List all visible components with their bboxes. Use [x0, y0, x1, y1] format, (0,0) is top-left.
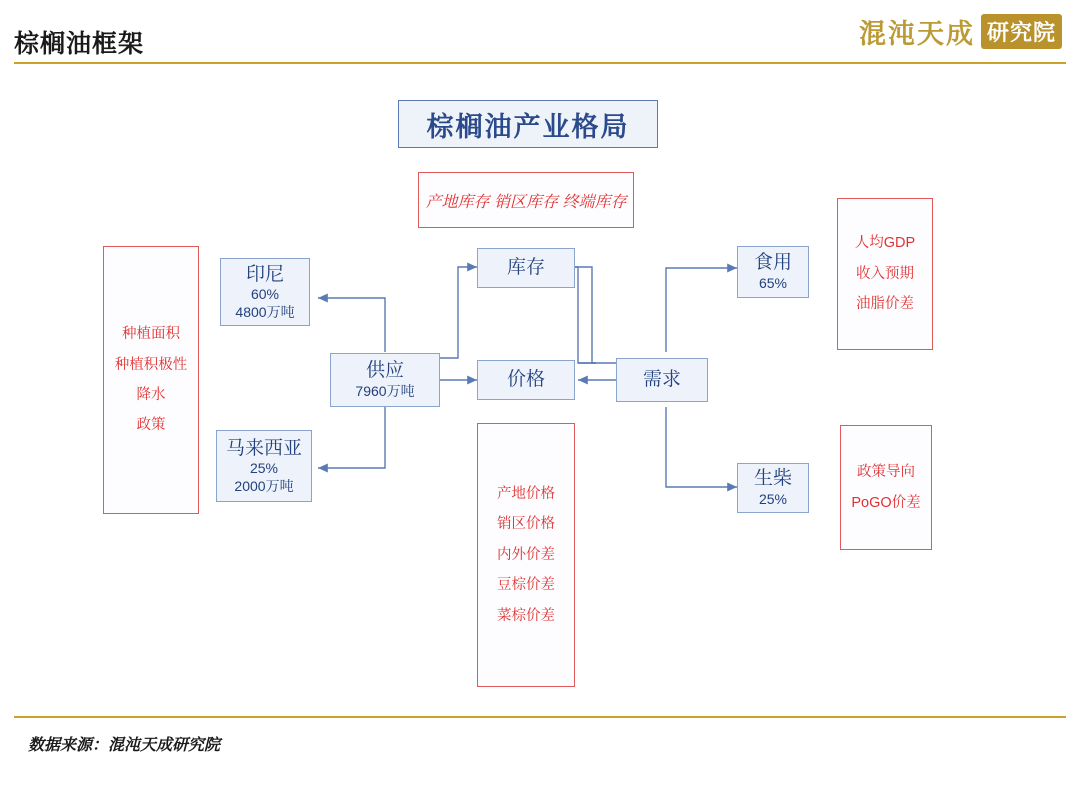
- food-factors-box: [837, 198, 933, 350]
- price-label: 价格: [506, 369, 545, 391]
- inventory-label: 库存: [506, 257, 545, 279]
- indonesia-volume: 4800万吨: [235, 303, 295, 320]
- biodiesel-factors-box: [840, 425, 932, 550]
- supply-value: 7960万吨: [355, 383, 415, 400]
- logo-text: 混沌天成: [858, 19, 975, 49]
- supply-factors-box: [103, 246, 199, 514]
- logo: [859, 12, 1062, 51]
- data-source: 数据来源：混沌天成研究院: [28, 737, 221, 754]
- food-factor-1: 收入预期: [856, 265, 914, 282]
- food-factor-2: 油脂价差: [856, 296, 914, 313]
- food-box: [737, 246, 809, 298]
- malaysia-box: [216, 430, 312, 502]
- demand-label: 需求: [642, 369, 681, 391]
- biodiesel-box: [737, 463, 809, 513]
- inventory-note-box: [418, 172, 634, 228]
- biodiesel-label: 生柴: [753, 468, 792, 490]
- food-share: 65%: [758, 275, 788, 292]
- inventory-box: [477, 248, 575, 288]
- indonesia-label: 印尼: [245, 263, 284, 285]
- indonesia-box: [220, 258, 310, 326]
- indonesia-share: 60%: [250, 286, 280, 303]
- demand-box: [616, 358, 708, 402]
- malaysia-label: 马来西亚: [225, 437, 302, 459]
- supply-label: 供应: [365, 360, 404, 382]
- price-box: [477, 360, 575, 400]
- page-title: 棕榈油框架: [14, 31, 145, 58]
- supply-factor-0: 种植面积: [122, 326, 180, 343]
- price-factor-4: 菜棕价差: [497, 607, 555, 624]
- malaysia-share: 25%: [249, 460, 279, 477]
- biodiesel-factor-1: PoGO价差: [851, 494, 921, 511]
- diagram-title: 棕榈油产业格局: [398, 100, 658, 148]
- price-factor-1: 销区价格: [497, 516, 555, 533]
- supply-factor-1: 种植积极性: [114, 356, 188, 373]
- biodiesel-share: 25%: [758, 491, 788, 508]
- price-factor-2: 内外价差: [497, 546, 555, 563]
- food-factor-0: 人均GDP: [854, 235, 916, 252]
- supply-factor-2: 降水: [136, 387, 166, 403]
- malaysia-volume: 2000万吨: [234, 477, 294, 494]
- price-factors-box: [477, 423, 575, 687]
- header-divider: [14, 62, 1066, 64]
- inventory-note-text: 产地库存 销区库存 终端库存: [425, 193, 627, 211]
- logo-badge: 研究院: [981, 14, 1062, 49]
- footer-divider: [14, 716, 1066, 718]
- biodiesel-factor-0: 政策导向: [857, 464, 915, 481]
- supply-factor-3: 政策: [136, 417, 166, 434]
- food-label: 食用: [753, 252, 792, 274]
- price-factor-0: 产地价格: [497, 485, 555, 502]
- price-factor-3: 豆棕价差: [497, 577, 555, 594]
- supply-box: [330, 353, 440, 407]
